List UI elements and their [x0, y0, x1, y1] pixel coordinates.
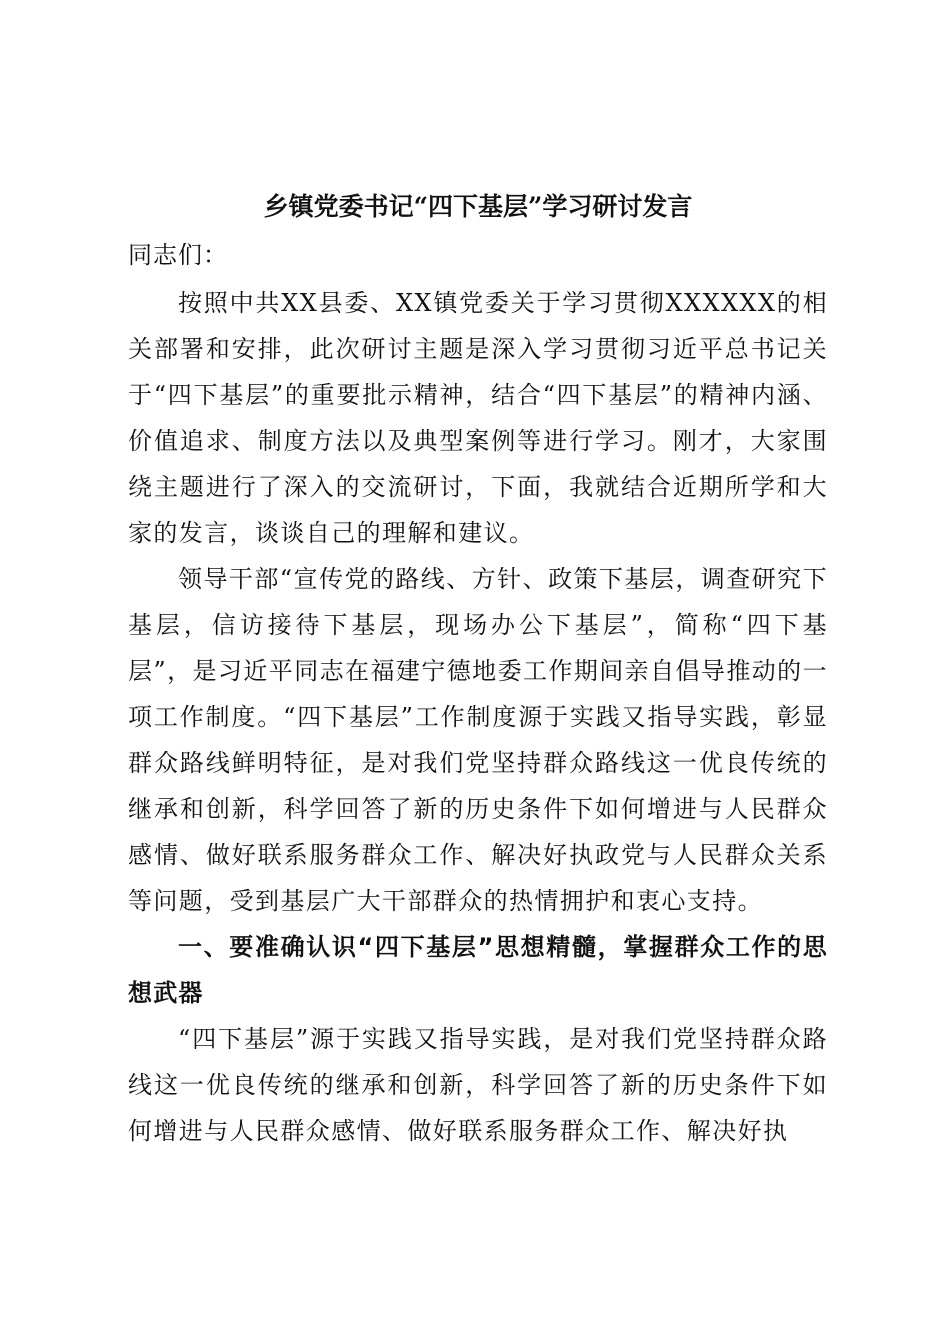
section-heading-1: 一、要准确认识“四下基层”思想精髓，掌握群众工作的思想武器: [128, 933, 828, 1007]
document-title: 乡镇党委书记“四下基层”学习研讨发言: [263, 192, 693, 221]
paragraph-background: 领导干部“宣传党的路线、方针、政策下基层，调查研究下基层，信访接待下基层，现场办公下基层”，简称“四下基层”，是习近平同志在福建宁德地委工作期间亲自倡导推动的一项工作制度。“四下基层”工作制度源于实践又指导实践，彰显群众路线鲜明特征，是对我们党坚持群众路线这一优良传统的继承和创新，科学回答了新的历史条件下如何增进与人民群众感情、做好联系服务群众工作、解决好执政党与人民群众关系等问题，受到基层广大干部群众的热情拥护和衷心支持。: [128, 565, 828, 915]
document-body: [128, 182, 828, 1154]
section-paragraph-1: “四下基层”源于实践又指导实践，是对我们党坚持群众路线这一优良传统的继承和创新，科学回答了新的历史条件下如何增进与人民群众感情、做好联系服务群众工作、解决好执: [128, 1025, 828, 1145]
salutation: 同志们：: [128, 241, 228, 269]
paragraph-intro: 按照中共XX县委、XX镇党委关于学习贯彻XXXXXX的相关部署和安排，此次研讨主题是深入学习贯彻习近平总书记关于“四下基层”的重要批示精神，结合“四下基层”的精神内涵、价值追求、制度方法以及典型案例等进行学习。刚才，大家围绕主题进行了深入的交流研讨，下面，我就结合近期所学和大家的发言，谈谈自己的理解和建议。: [128, 289, 828, 547]
